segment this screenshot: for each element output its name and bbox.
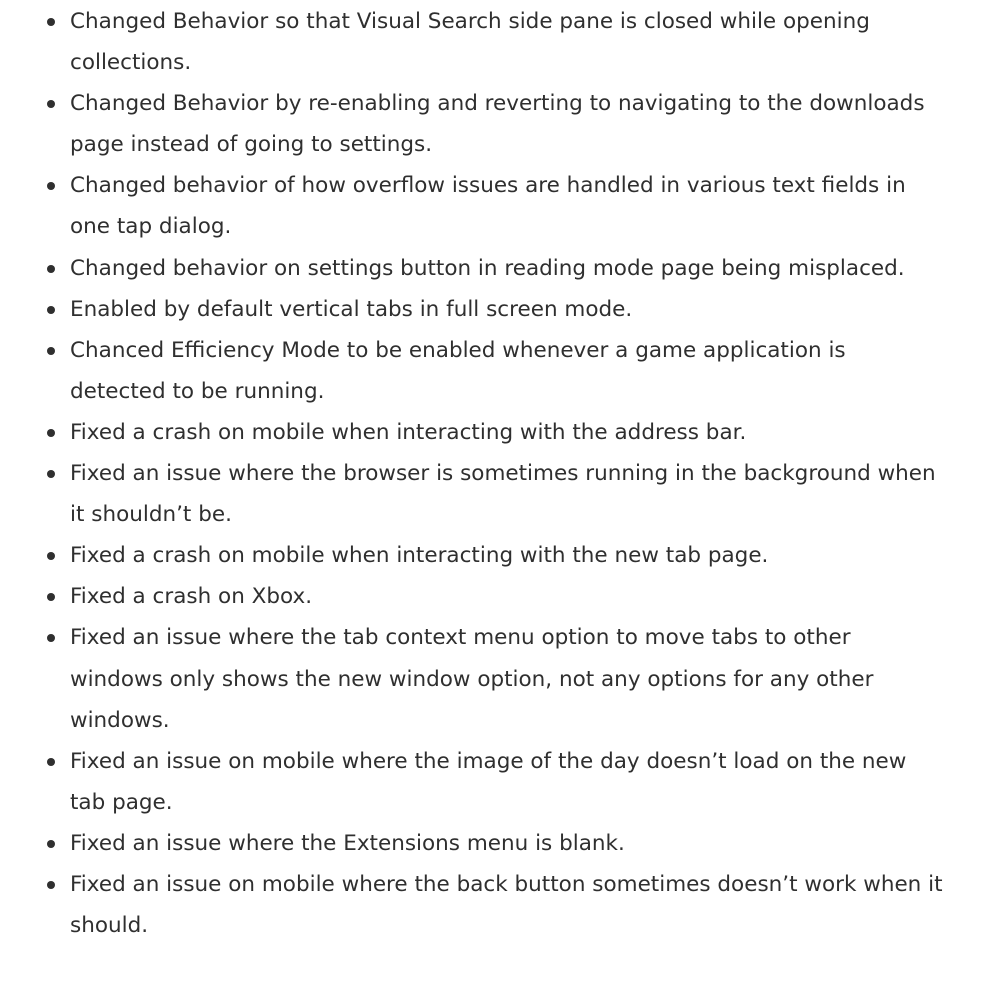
list-item	[0, 576, 997, 617]
bullet-icon	[47, 552, 55, 560]
bullet-icon	[47, 182, 55, 190]
list-item-text: Fixed an issue where the Extensions menu is blank.	[70, 830, 625, 856]
bullet-icon	[47, 840, 55, 848]
list-item	[0, 453, 997, 535]
bullet-icon	[47, 265, 55, 273]
list-item-text: Fixed a crash on mobile when interacting with the new tab page.	[70, 543, 769, 569]
list-item-text: Fixed an issue where the tab context menu option to move tabs to other windows only shows the new window option, not any options for any other windows.	[70, 625, 874, 733]
list-item	[0, 412, 997, 453]
bullet-icon	[47, 593, 55, 601]
list-item-text: Changed behavior on settings button in reading mode page being misplaced.	[70, 255, 905, 281]
bullet-icon	[47, 306, 55, 314]
bullet-icon	[47, 758, 55, 766]
list-item	[0, 83, 997, 165]
bullet-icon	[47, 881, 55, 889]
list-item-text: Changed Behavior so that Visual Search side pane is closed while opening collections.	[70, 9, 870, 76]
list-item	[0, 1, 997, 83]
list-item	[0, 289, 997, 330]
list-item	[0, 248, 997, 289]
bullet-icon	[47, 347, 55, 355]
list-item	[0, 617, 997, 740]
list-item	[0, 165, 997, 247]
list-item-text: Fixed a crash on mobile when interacting with the address bar.	[70, 419, 747, 445]
list-item-text: Chanced Efficiency Mode to be enabled whenever a game application is detected to be running.	[70, 337, 846, 404]
changelog-list	[0, 1, 997, 946]
bullet-icon	[47, 470, 55, 478]
list-item-text: Changed behavior of how overflow issues are handled in various text fields in one tap dialog.	[70, 173, 906, 240]
list-item-text: Fixed a crash on Xbox.	[70, 584, 313, 610]
bullet-icon	[47, 100, 55, 108]
list-item-text: Fixed an issue where the browser is sometimes running in the background when it shouldn’t be.	[70, 461, 936, 528]
bullet-icon	[47, 429, 55, 437]
list-item	[0, 330, 997, 412]
list-item	[0, 864, 997, 946]
list-item-text: Fixed an issue on mobile where the image of the day doesn’t load on the new tab page.	[70, 748, 907, 815]
bullet-icon	[47, 634, 55, 642]
list-item-text: Fixed an issue on mobile where the back button sometimes doesn’t work when it should.	[70, 871, 943, 939]
list-item	[0, 535, 997, 576]
bullet-icon	[47, 18, 55, 26]
list-item	[0, 823, 997, 864]
list-item-text: Changed Behavior by re-enabling and reverting to navigating to the downloads page instead of going to settings.	[70, 91, 925, 158]
list-item-text: Enabled by default vertical tabs in full screen mode.	[70, 296, 633, 322]
list-item	[0, 741, 997, 823]
